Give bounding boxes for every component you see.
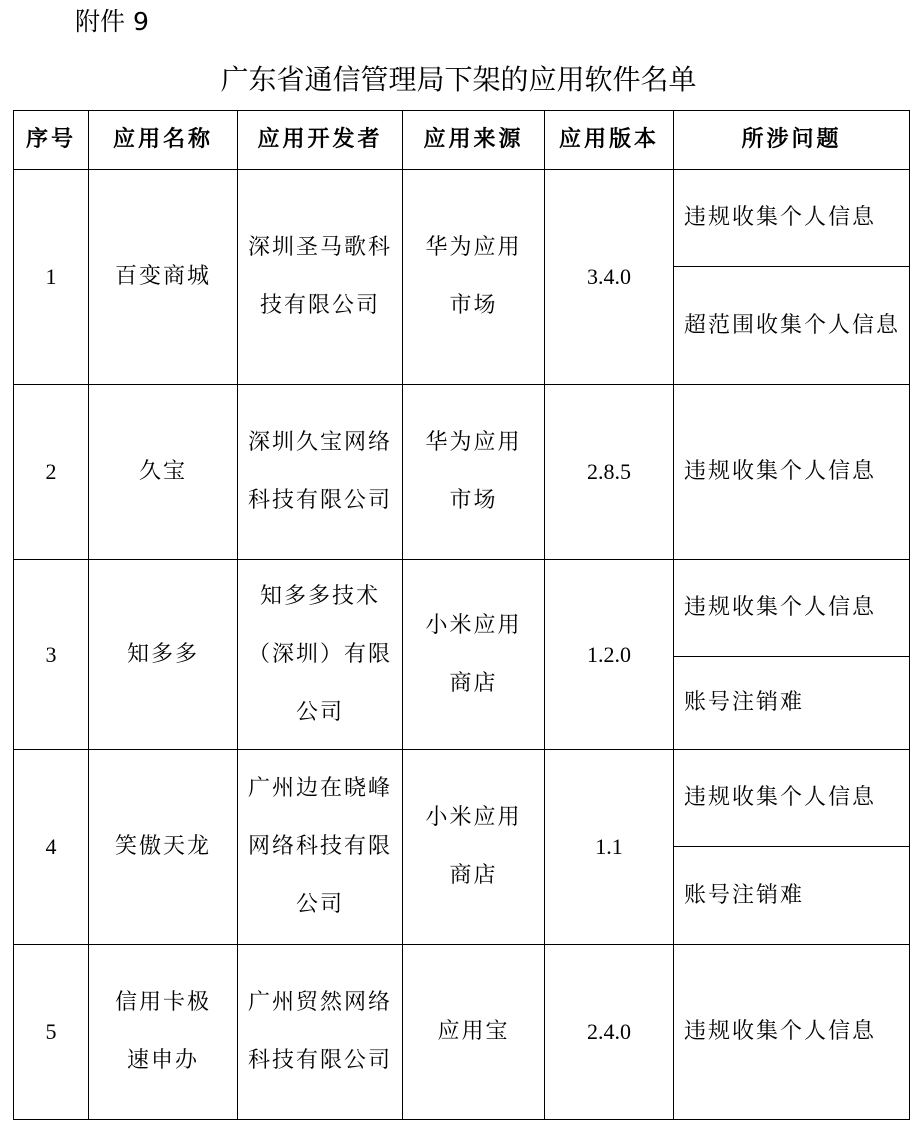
app-name: 久宝 [89,385,238,560]
row-index: 4 [14,750,89,945]
issue-item: 违规收集个人信息 [674,945,910,1120]
header-issues: 所涉问题 [674,111,910,170]
table-row [14,945,910,1120]
app-developer: 深圳圣马歌科技有限公司 [238,170,403,385]
header-app-name: 应用名称 [89,111,238,170]
header-source: 应用来源 [403,111,545,170]
app-version: 2.8.5 [545,385,674,560]
app-source: 华为应用市场 [403,385,545,560]
app-version: 1.1 [545,750,674,945]
app-source: 华为应用市场 [403,170,545,385]
app-removal-table [13,110,910,1120]
row-index: 3 [14,560,89,750]
app-source: 小米应用商店 [403,750,545,945]
app-name: 知多多 [89,560,238,750]
table-row [14,385,910,560]
app-version: 2.4.0 [545,945,674,1120]
app-developer: 深圳久宝网络科技有限公司 [238,385,403,560]
row-index: 2 [14,385,89,560]
app-developer: 知多多技术（深圳）有限公司 [238,560,403,750]
table-row [14,560,910,657]
header-index: 序号 [14,111,89,170]
issue-item: 违规收集个人信息 [674,385,910,560]
issue-item: 账号注销难 [674,847,910,945]
issue-item: 违规收集个人信息 [674,750,910,847]
app-name: 笑傲天龙 [89,750,238,945]
app-version: 3.4.0 [545,170,674,385]
issue-item: 账号注销难 [674,657,910,750]
header-developer: 应用开发者 [238,111,403,170]
row-index: 1 [14,170,89,385]
table-row [14,750,910,847]
issue-item: 违规收集个人信息 [674,170,910,267]
issue-item: 超范围收集个人信息 [674,267,910,385]
row-index: 5 [14,945,89,1120]
app-developer: 广州边在晓峰网络科技有限公司 [238,750,403,945]
table-header-row [14,111,910,170]
app-version: 1.2.0 [545,560,674,750]
document-title: 广东省通信管理局下架的应用软件名单 [220,63,697,96]
app-name: 信用卡极速申办 [89,945,238,1120]
issue-item: 违规收集个人信息 [674,560,910,657]
app-source: 小米应用商店 [403,560,545,750]
app-developer: 广州贸然网络科技有限公司 [238,945,403,1120]
attachment-label: 附件 9 [75,7,149,36]
table-row [14,170,910,267]
header-version: 应用版本 [545,111,674,170]
app-name: 百变商城 [89,170,238,385]
app-source: 应用宝 [403,945,545,1120]
